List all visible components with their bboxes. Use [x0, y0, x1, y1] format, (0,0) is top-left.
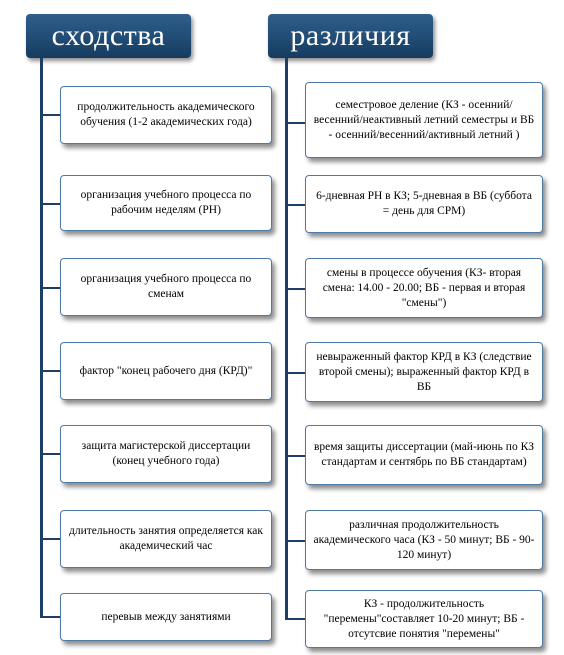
similarity-item-2: организация учебного процесса по рабочим неделям (РН)	[60, 175, 272, 231]
similarities-header: сходства	[26, 14, 191, 58]
connector	[285, 122, 305, 124]
similarity-item-1: продолжительность академического обучения (1-2 академических года)	[60, 86, 272, 144]
connector	[285, 288, 305, 290]
similarity-item-4: фактор "конец рабочего дня (КРД)"	[60, 342, 272, 400]
connector	[40, 370, 60, 372]
difference-item-5: время защиты диссертации (май-июнь по КЗ стандартам и сентябрь по ВБ стандартам)	[305, 425, 543, 485]
connector	[40, 538, 60, 540]
connector	[285, 204, 305, 206]
difference-item-1: семестровое деление (КЗ - осенний/весенний/неактивный летний семестры и ВБ - осенний/весенний/активный летний )	[305, 82, 543, 158]
connector	[285, 455, 305, 457]
connector	[40, 616, 60, 618]
connector	[40, 453, 60, 455]
differences-header: различия	[268, 14, 433, 58]
connector	[40, 287, 60, 289]
difference-item-3: смены в процессе обучения (КЗ- вторая смена: 14.00 - 20.00; ВБ - первая и вторая "смены")	[305, 258, 543, 318]
difference-item-7: КЗ - продолжительность "перемены"составляет 10-20 минут; ВБ - отсутсвие понятия "перемены"	[305, 590, 543, 648]
connector	[285, 618, 305, 620]
similarities-connector-trunk	[40, 58, 43, 618]
similarity-item-5: защита магистерской диссертации (конец учебного года)	[60, 425, 272, 483]
similarity-item-3: организация учебного процесса по сменам	[60, 258, 272, 316]
difference-item-4: невыраженный фактор КРД в КЗ (следствие второй смены); выраженный фактор КРД в ВБ	[305, 342, 543, 402]
similarity-item-6: длительность занятия определяется как академический час	[60, 510, 272, 568]
connector	[285, 540, 305, 542]
connector	[40, 114, 60, 116]
connector	[285, 372, 305, 374]
similarity-item-7: перевыв между занятиями	[60, 593, 272, 641]
connector	[40, 203, 60, 205]
difference-item-6: различная продолжительность академического часа (КЗ - 50 минут; ВБ - 90-120 минут)	[305, 510, 543, 570]
differences-connector-trunk	[285, 58, 288, 620]
difference-item-2: 6-дневная РН в КЗ; 5-дневная в ВБ (суббота = день для СРМ)	[305, 175, 543, 233]
